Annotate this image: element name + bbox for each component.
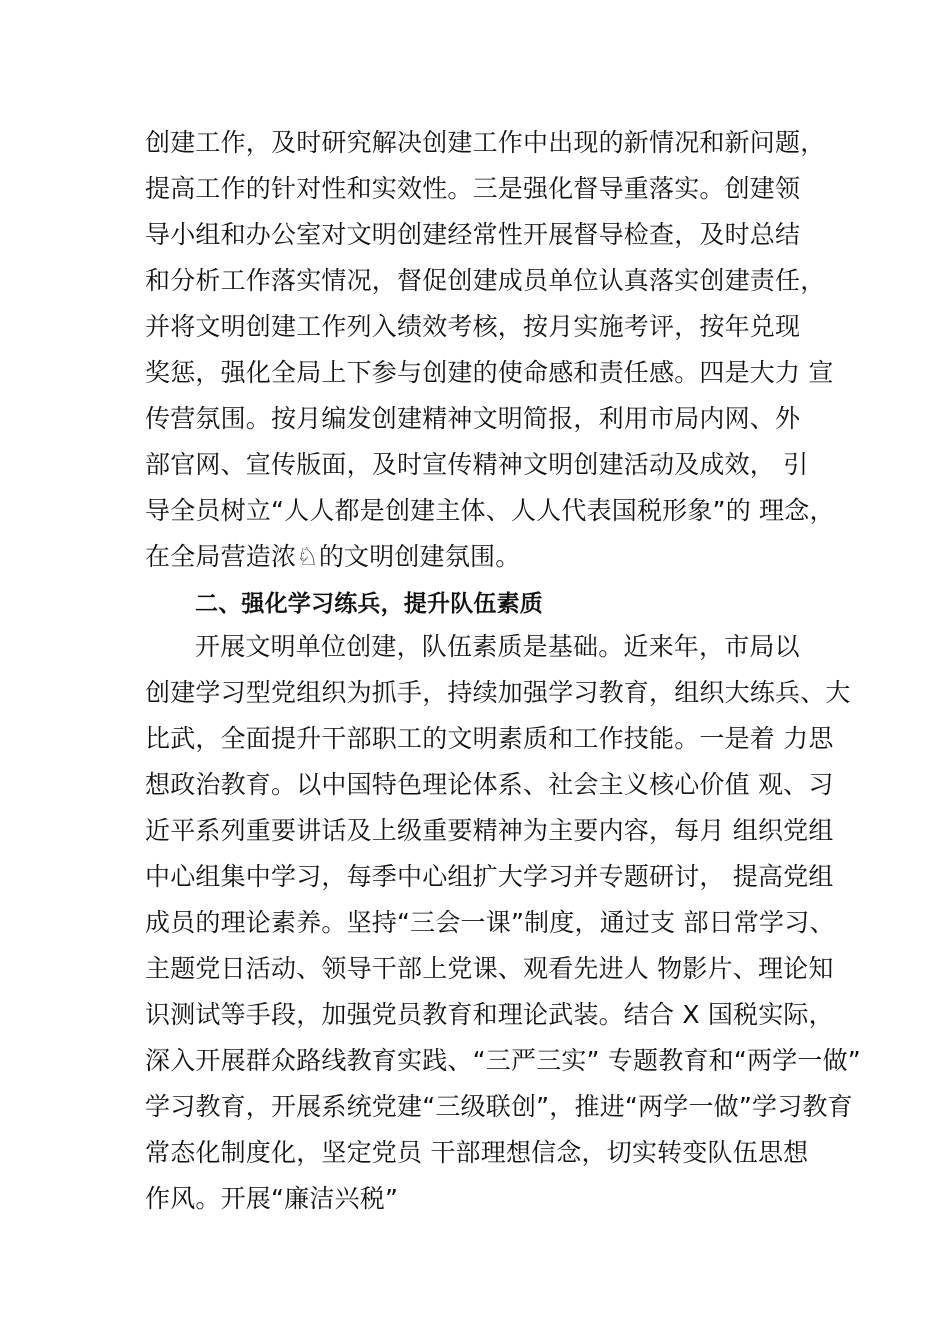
- text-line: 传营氛围。按月编发创建精神文明简报，利用市局内网、外: [145, 404, 801, 433]
- text-line: 学习教育，开展系统党建“三级联创”，推进“两学一做”学习教育: [145, 1092, 853, 1121]
- text-line: 并将文明创建工作列入绩效考核，按月实施考评，按年兑现: [145, 312, 801, 341]
- text-line: 深入开展群众路线教育实践、“三严三实” 专题教育和“两学一做”: [145, 1046, 861, 1075]
- text-line: 作风。开展“廉洁兴税”: [145, 1184, 399, 1213]
- text-line: 导小组和办公室对文明创建经常性开展督导检查，及时总结: [145, 220, 801, 249]
- text-line: 识测试等手段，加强党员教育和理论武装。结合 X 国税实际，: [145, 1000, 834, 1029]
- text-line: 近平系列重要讲话及上级重要精神为主要内容，每月 组织党组: [145, 816, 834, 845]
- text-line: 主题党日活动、领导干部上党课、观看先进人 物影片、理论知: [145, 954, 834, 983]
- section-heading: 二、强化学习练兵，提升队伍素质: [195, 591, 543, 617]
- text-line: 创建学习型党组织为抓手，持续加强学习教育，组织大练兵、大: [145, 678, 851, 707]
- text-line: 成员的理论素养。坚持“三会一课”制度，通过支 部日常学习、: [145, 908, 835, 937]
- text-line: 想政治教育。以中国特色理论体系、社会主义核心价值 观、习: [145, 770, 834, 799]
- text-line: 导全员树立“人人都是创建主体、人人代表国税形象”的 理念，: [145, 496, 835, 525]
- text-line: 比武，全面提升干部职工的文明素质和工作技能。一是着 力思: [145, 724, 834, 753]
- text-line: 中心组集中学习，每季中心组扩大学习并专题研讨， 提高党组: [145, 862, 834, 891]
- text-line: 和分析工作落实情况，督促创建成员单位认真落实创建责任，: [145, 266, 826, 295]
- text-line: 提高工作的针对性和实效性。三是强化督导重落实。创建领: [145, 174, 801, 203]
- text-line: 部官网、宣传版面，及时宣传精神文明创建活动及成效， 引: [145, 450, 809, 479]
- text-line: 开展文明单位创建，队伍素质是基础。近来年，市局以: [195, 632, 800, 661]
- text-line: 常态化制度化，坚定党员 干部理想信念，切实转变队伍思想: [145, 1138, 809, 1167]
- text-line: 在全局营造浓♘的文明创建氛围。: [145, 542, 521, 571]
- text-line: 创建工作，及时研究解决创建工作中出现的新情况和新问题，: [145, 128, 826, 157]
- text-line: 奖惩，强化全局上下参与创建的使命感和责任感。四是大力 宣: [145, 358, 834, 387]
